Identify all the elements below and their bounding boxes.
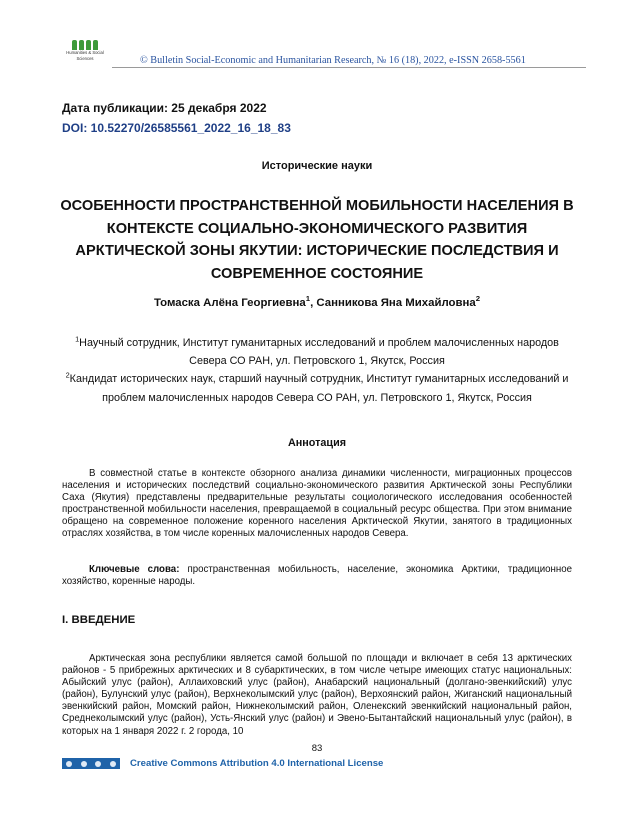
affiliation-2 xyxy=(60,370,574,406)
affiliation-2-sup: 2 xyxy=(65,370,70,380)
affiliation-2-text: Кандидат исторических наук, старший научный сотрудник, Институт гуманитарных исследований и проблем малочисленных народов Севера СО РАН, ул. Петровского 1, Якутск, Россия xyxy=(69,373,569,404)
page-number: 83 xyxy=(311,743,323,754)
abstract-heading: Аннотация xyxy=(287,437,347,449)
keywords xyxy=(62,564,572,589)
intro-heading: I. ВВЕДЕНИЕ xyxy=(62,614,136,626)
people-logo-icon xyxy=(62,40,108,50)
journal-logo xyxy=(62,40,108,68)
affiliations xyxy=(60,334,574,407)
abstract-text: В совместной статье в контексте обзорного анализа динамики численности, миграционных процессов населения и исторических последствий социально-экономического развития Арктической зоны Республики Саха (Якутия) представлены предварительные результаты социологического исследования особенностей пространственной мобильности населения, превращаемой в социальный ресурс общества. При этом внимание обращено на современное положение коренного населения Арктической Якутии, занятого в традиционных отраслях хозяйства, в том числе коренных малочисленных народов Севера. xyxy=(62,468,572,540)
affiliation-1-text: Научный сотрудник, Институт гуманитарных исследований и проблем малочисленных народов Севера СО РАН, ул. Петровского 1, Якутск, Россия xyxy=(79,337,559,368)
journal-header: © Bulletin Social-Economic and Humanitarian Research, № 16 (18), 2022, e-ISSN 2658-5561 xyxy=(140,55,526,66)
author-separator: , xyxy=(310,297,317,309)
header-divider xyxy=(112,67,586,68)
license-link[interactable]: Creative Commons Attribution 4.0 International License xyxy=(130,758,384,769)
logo-caption-line-2: Sciences xyxy=(76,55,94,61)
publication-date: Дата публикации: 25 декабря 2022 xyxy=(62,101,267,115)
keywords-label: Ключевые слова: xyxy=(89,564,180,575)
authors xyxy=(0,294,634,309)
article-title: ОСОБЕННОСТИ ПРОСТРАНСТВЕННОЙ МОБИЛЬНОСТИ НАСЕЛЕНИЯ В КОНТЕКСТЕ СОЦИАЛЬНО-ЭКОНОМИЧЕСКОГО РАЗВИТИЯ АРКТИЧЕСКОЙ ЗОНЫ ЯКУТИИ: ИСТОРИЧЕСКИЕ ПОСЛЕДСТВИЯ И СОВРЕМЕННОЕ СОСТОЯНИЕ xyxy=(60,198,574,282)
affiliation-1 xyxy=(60,334,574,370)
author-2-sup: 2 xyxy=(475,294,481,304)
doi-link[interactable]: DOI: 10.52270/26585561_2022_16_18_83 xyxy=(62,121,291,135)
affiliation-1-sup: 1 xyxy=(75,334,80,344)
logo-caption-line-1: Humanities & Social xyxy=(66,50,104,55)
keywords-text: пространственная мобильность, население, экономика Арктики, традиционное хозяйство, коренные народы. xyxy=(62,564,572,588)
intro-text: Арктическая зона республики является самой большой по площади и включает в себя 13 арктических районов - 5 прибрежных арктических и 8 субарктических, в том числе четыре имеющих статус национальных: Абыйский улус (район), Аллаиховский улус (район), Анабарский национальный (долгано-эвенкийский) улус (район), Булунский улус (район), Верхнеколымский улус (район), Верхоянский район, Жиганский национальный эвенкийский район, Момский район, Нижнеколымский район, Оленекский эвенкийский национальный район, Среднеколымский улус (район), Усть-Янский улус (район) и Эвено-Бытантайский национальный улус (район), в которых на 1 января 2022 г. 2 города, 10 xyxy=(62,653,572,737)
author-1: Томаска Алёна Георгиевна xyxy=(153,297,306,309)
author-1-sup: 1 xyxy=(305,294,311,304)
cc-license-badge-icon[interactable] xyxy=(62,758,120,769)
section-label: Исторические науки xyxy=(261,160,373,172)
author-2: Санникова Яна Михайловна xyxy=(316,297,476,309)
